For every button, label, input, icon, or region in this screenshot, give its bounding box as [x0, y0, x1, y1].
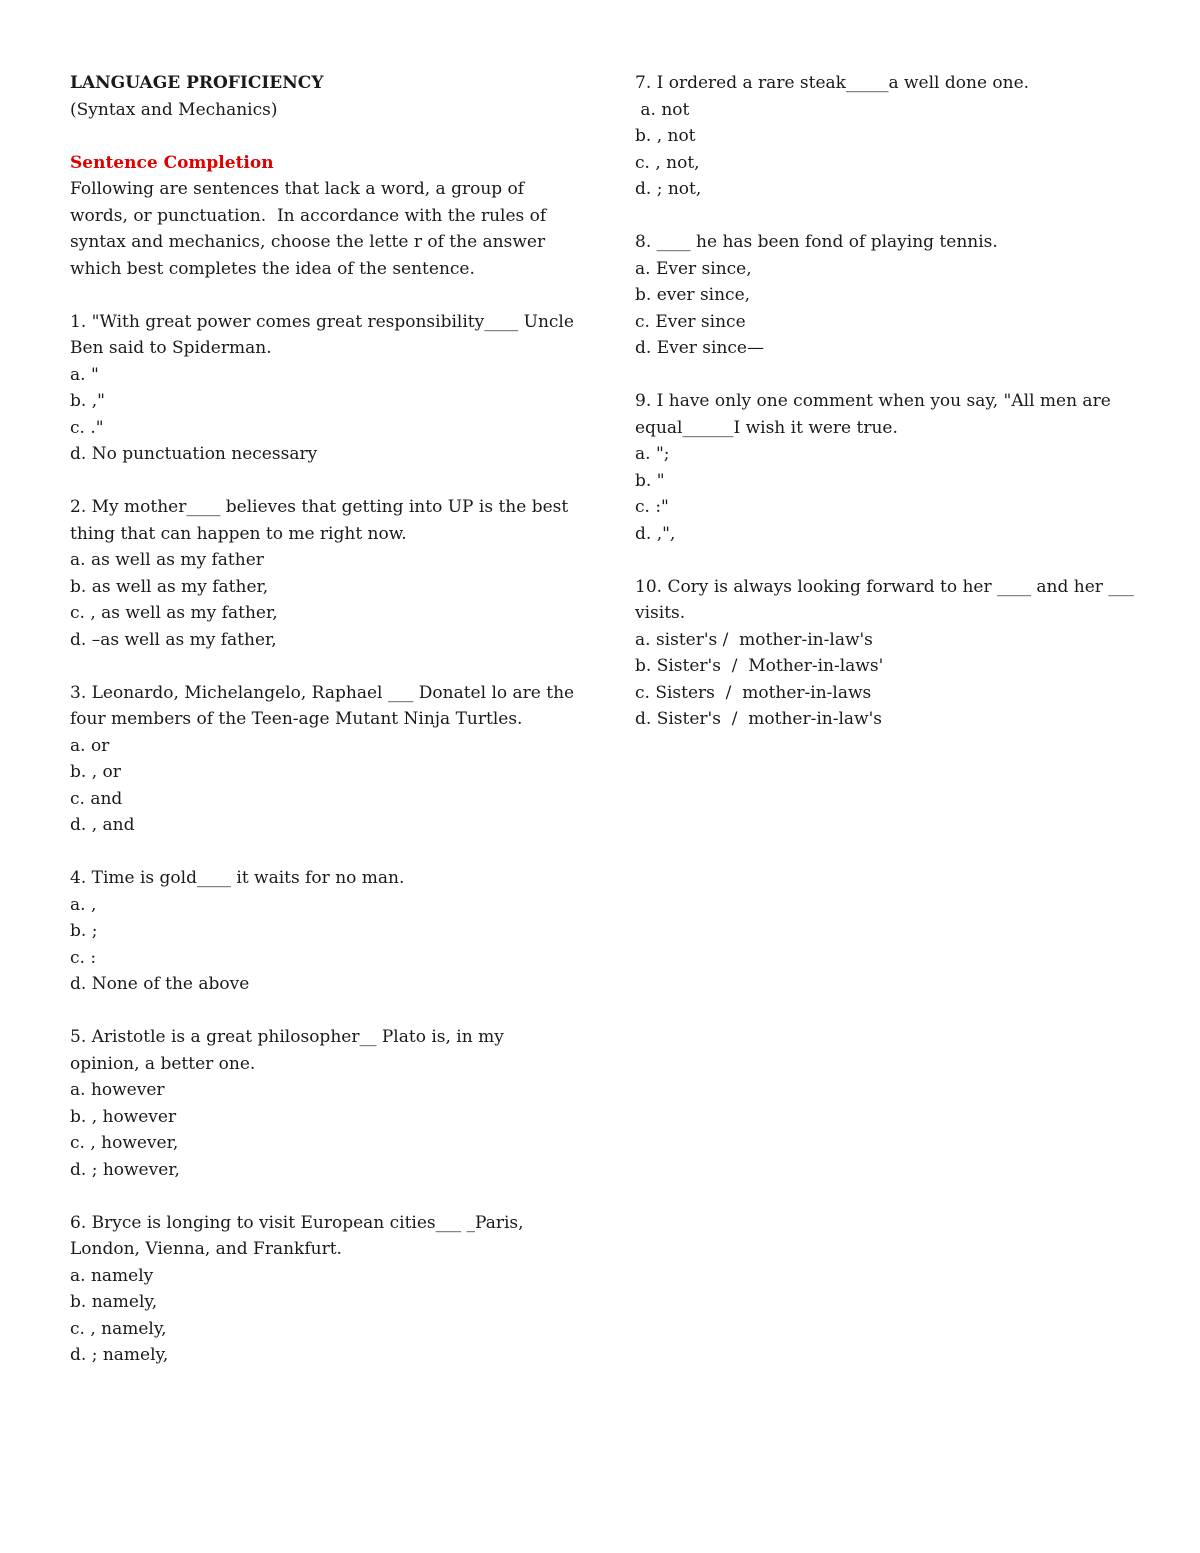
instructions: [70, 176, 570, 282]
option-b: b. namely,: [70, 1292, 158, 1312]
option-b: b. as well as my father,: [70, 576, 269, 597]
option-b: b. ;: [70, 921, 98, 941]
option-b: b. ": [635, 470, 665, 491]
question-9: [635, 388, 1135, 547]
spacer: [70, 123, 570, 150]
question-5: [70, 1024, 570, 1183]
spacer: [635, 547, 1135, 574]
question-stem: 7. I ordered a rare steak_____a well done one.: [635, 73, 1030, 93]
option-a: a. namely: [70, 1265, 154, 1286]
document-subtitle: (Syntax and Mechanics): [70, 99, 278, 120]
question-8: [635, 229, 1135, 362]
option-d: d. None of the above: [70, 974, 250, 994]
question-stem: 6. Bryce is longing to visit European cities___ _Paris,: [70, 1212, 524, 1233]
question-7: [635, 70, 1135, 203]
question-stem: visits.: [635, 603, 686, 623]
right-column: [635, 70, 1135, 733]
question-stem: thing that can happen to me right now.: [70, 523, 407, 544]
option-a: a. ": [70, 364, 99, 385]
option-c: c. Ever since: [635, 311, 746, 332]
question-10: [635, 574, 1135, 733]
spacer: [70, 282, 570, 309]
question-2: [70, 494, 570, 653]
spacer: [635, 362, 1135, 389]
option-d: d. ,",: [635, 523, 676, 544]
spacer: [70, 998, 570, 1025]
option-c: c. Sisters / mother-in-laws: [635, 682, 872, 703]
instruction-line: which best completes the idea of the sentence.: [70, 258, 475, 279]
option-a: a. not: [635, 99, 690, 120]
question-stem: 2. My mother____ believes that getting into UP is the best: [70, 497, 569, 517]
question-4: [70, 865, 570, 998]
option-a: a. as well as my father: [70, 550, 264, 570]
question-stem: 5. Aristotle is a great philosopher__ Plato is, in my: [70, 1027, 504, 1047]
option-a: a. ,: [70, 894, 97, 915]
option-c: c. :": [635, 497, 669, 517]
option-c: c. and: [70, 788, 123, 809]
option-b: b. , however: [70, 1106, 177, 1127]
option-c: c. :: [70, 947, 97, 968]
question-stem: 1. "With great power comes great responsibility____ Uncle: [70, 311, 574, 332]
spacer: [70, 1183, 570, 1210]
option-a: a. or: [70, 735, 110, 756]
left-column: [70, 70, 575, 1369]
option-d: d. No punctuation necessary: [70, 444, 318, 464]
option-a: a. ";: [635, 444, 670, 464]
option-c: c. , namely,: [70, 1318, 167, 1339]
spacer: [70, 839, 570, 866]
option-b: b. Sister's / Mother-in-laws': [635, 656, 884, 676]
option-b: b. , or: [70, 762, 121, 782]
option-a: a. however: [70, 1080, 165, 1100]
spacer: [635, 203, 1135, 230]
option-b: b. ever since,: [635, 285, 751, 305]
question-stem: four members of the Teen-age Mutant Ninja Turtles.: [70, 709, 523, 729]
option-c: c. , however,: [70, 1133, 179, 1153]
question-stem: Ben said to Spiderman.: [70, 338, 272, 358]
question-stem: 9. I have only one comment when you say, "All men are: [635, 391, 1111, 411]
option-c: c. .": [70, 417, 104, 438]
instruction-line: syntax and mechanics, choose the lette r of the answer: [70, 232, 546, 252]
document-title: LANGUAGE PROFICIENCY: [70, 73, 324, 93]
question-stem: 10. Cory is always looking forward to her ____ and her ___: [635, 576, 1134, 597]
option-d: d. Ever since—: [635, 338, 764, 358]
instruction-line: words, or punctuation. In accordance with the rules of: [70, 205, 547, 226]
question-stem: 8. ____ he has been fond of playing tennis.: [635, 232, 998, 252]
question-stem: London, Vienna, and Frankfurt.: [70, 1239, 342, 1259]
spacer: [70, 468, 570, 495]
option-b: b. ,": [70, 391, 105, 411]
option-d: d. –as well as my father,: [70, 629, 277, 650]
question-stem: equal______I wish it were true.: [635, 417, 898, 438]
option-d: d. , and: [70, 815, 135, 835]
question-stem: 4. Time is gold____ it waits for no man.: [70, 868, 405, 888]
spacer: [70, 653, 570, 680]
option-a: a. sister's / mother-in-law's: [635, 629, 873, 650]
option-d: d. ; not,: [635, 179, 702, 199]
question-stem: opinion, a better one.: [70, 1053, 256, 1074]
question-1: [70, 309, 574, 468]
option-c: c. , as well as my father,: [70, 603, 278, 623]
question-3: [70, 680, 575, 839]
option-d: d. ; however,: [70, 1159, 180, 1180]
option-c: c. , not,: [635, 152, 700, 173]
instruction-line: Following are sentences that lack a word, a group of: [70, 179, 525, 199]
question-6: [70, 1210, 570, 1369]
option-d: d. Sister's / mother-in-law's: [635, 709, 882, 729]
question-stem: 3. Leonardo, Michelangelo, Raphael ___ Donatel lo are the: [70, 682, 575, 703]
option-a: a. Ever since,: [635, 258, 752, 279]
option-b: b. , not: [635, 126, 696, 146]
section-heading: Sentence Completion: [70, 152, 274, 173]
option-d: d. ; namely,: [70, 1345, 169, 1365]
